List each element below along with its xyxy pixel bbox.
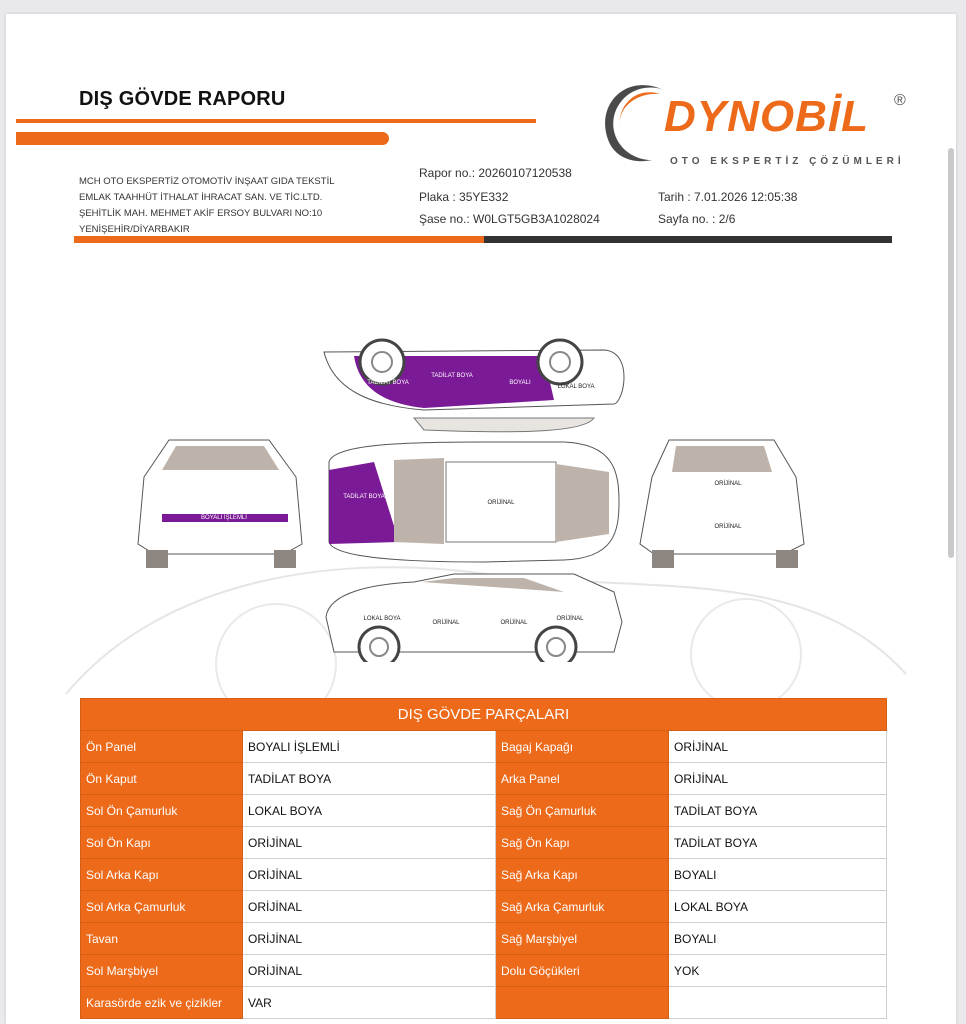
part-status: ORİJİNAL [243,891,496,923]
side-label-4: ORİJİNAL [556,616,584,622]
logo-subtitle: OTO EKSPERTİZ ÇÖZÜMLERİ [670,156,905,167]
title-accent-bar [16,132,389,145]
part-name: Sağ Arka Çamurluk [496,891,669,923]
part-status: ORİJİNAL [243,859,496,891]
logo-swoosh-icon [594,72,674,172]
rear-label-1: ORİJİNAL [714,481,742,487]
table-row [81,923,887,955]
part-name: Dolu Göçükleri [496,955,669,987]
company-line: YENİŞEHİR/DİYARBAKIR [79,224,190,235]
part-status: BOYALI [669,859,887,891]
part-name: Sol Arka Kapı [81,859,243,891]
car-rear-view [640,440,804,568]
front-label: BOYALI İŞLEMLİ [201,515,247,521]
header-separator [74,236,892,243]
plate-number: Plaka : 35YE332 [419,190,509,204]
car-side-view [326,574,622,662]
table-row [81,859,887,891]
hood-label: TADİLAT BOYA [343,494,385,500]
car-roof-view [329,442,619,562]
part-name: Ön Panel [81,731,243,763]
title-underline [16,119,536,123]
rear-label-2: ORİJİNAL [714,524,742,530]
part-status: VAR [243,987,496,1019]
part-status: ORİJİNAL [669,763,887,795]
part-status: ORİJİNAL [243,827,496,859]
part-name: Ön Kaput [81,763,243,795]
side-label-1: LOKAL BOYA [363,616,401,622]
page-title: DIŞ GÖVDE RAPORU [79,88,286,110]
report-number: Rapor no.: 20260107120538 [419,166,572,180]
table-row [81,795,887,827]
upper-label-1: TADİLAT BOYA [367,380,409,386]
part-name: Karasörde ezik ve çizikler [81,987,243,1019]
car-front-view [138,440,302,568]
table-row [81,763,887,795]
chassis-number: Şase no.: W0LGT5GB3A1028024 [419,212,600,226]
upper-label-3: BOYALI [509,380,531,386]
roof-label: ORİJİNAL [487,500,515,506]
upper-label-2: TADİLAT BOYA [431,373,473,379]
report-date: Tarih : 7.01.2026 12:05:38 [658,190,798,204]
company-line: EMLAK TAAHHÜT İTHALAT İHRACAT SAN. VE TİC.LTD. [79,192,323,203]
company-line: ŞEHİTLİK MAH. MEHMET AKİF ERSOY BULVARI NO:10 [79,208,323,219]
part-status: LOKAL BOYA [669,891,887,923]
part-name: Sağ Ön Kapı [496,827,669,859]
part-name: Bagaj Kapağı [496,731,669,763]
part-name: Sağ Marşbiyel [496,923,669,955]
part-name: Tavan [81,923,243,955]
part-name: Arka Panel [496,763,669,795]
car-damage-diagram [124,322,824,662]
part-status: ORİJİNAL [243,923,496,955]
part-status: TADİLAT BOYA [669,827,887,859]
table-header: DIŞ GÖVDE PARÇALARI [81,699,887,731]
upper-label-4: LOKAL BOYA [557,384,595,390]
part-status: BOYALI İŞLEMLİ [243,731,496,763]
table-row [81,731,887,763]
part-status: ORİJİNAL [669,731,887,763]
part-status: YOK [669,955,887,987]
part-name: Sol Ön Çamurluk [81,795,243,827]
table-row [81,827,887,859]
dynobil-logo [594,72,914,172]
part-name: Sol Arka Çamurluk [81,891,243,923]
part-status: ORİJİNAL [243,955,496,987]
part-name: Sol Ön Kapı [81,827,243,859]
table-row [81,987,887,1019]
part-name: Sağ Arka Kapı [496,859,669,891]
part-status [669,987,887,1019]
part-status: LOKAL BOYA [243,795,496,827]
part-status: TADİLAT BOYA [243,763,496,795]
company-line: MCH OTO EKSPERTİZ OTOMOTİV İNŞAAT GIDA TEKSTİL [79,176,335,187]
part-name [496,987,669,1019]
scrollbar[interactable] [948,148,954,558]
car-upper-view [324,340,624,432]
table-row [81,891,887,923]
logo-wordmark: DYNOBİL [664,92,869,141]
table-row [81,955,887,987]
car-diagram-svg [124,322,824,662]
part-name: Sağ Ön Çamurluk [496,795,669,827]
body-parts-table [80,698,887,1019]
page-number: Sayfa no. : 2/6 [658,212,736,226]
part-status: TADİLAT BOYA [669,795,887,827]
side-label-2: ORİJİNAL [432,620,460,626]
side-label-3: ORİJİNAL [500,620,528,626]
company-address [79,174,409,238]
part-status: BOYALI [669,923,887,955]
report-page [6,14,956,1024]
registered-mark: ® [894,92,906,109]
part-name: Sol Marşbiyel [81,955,243,987]
